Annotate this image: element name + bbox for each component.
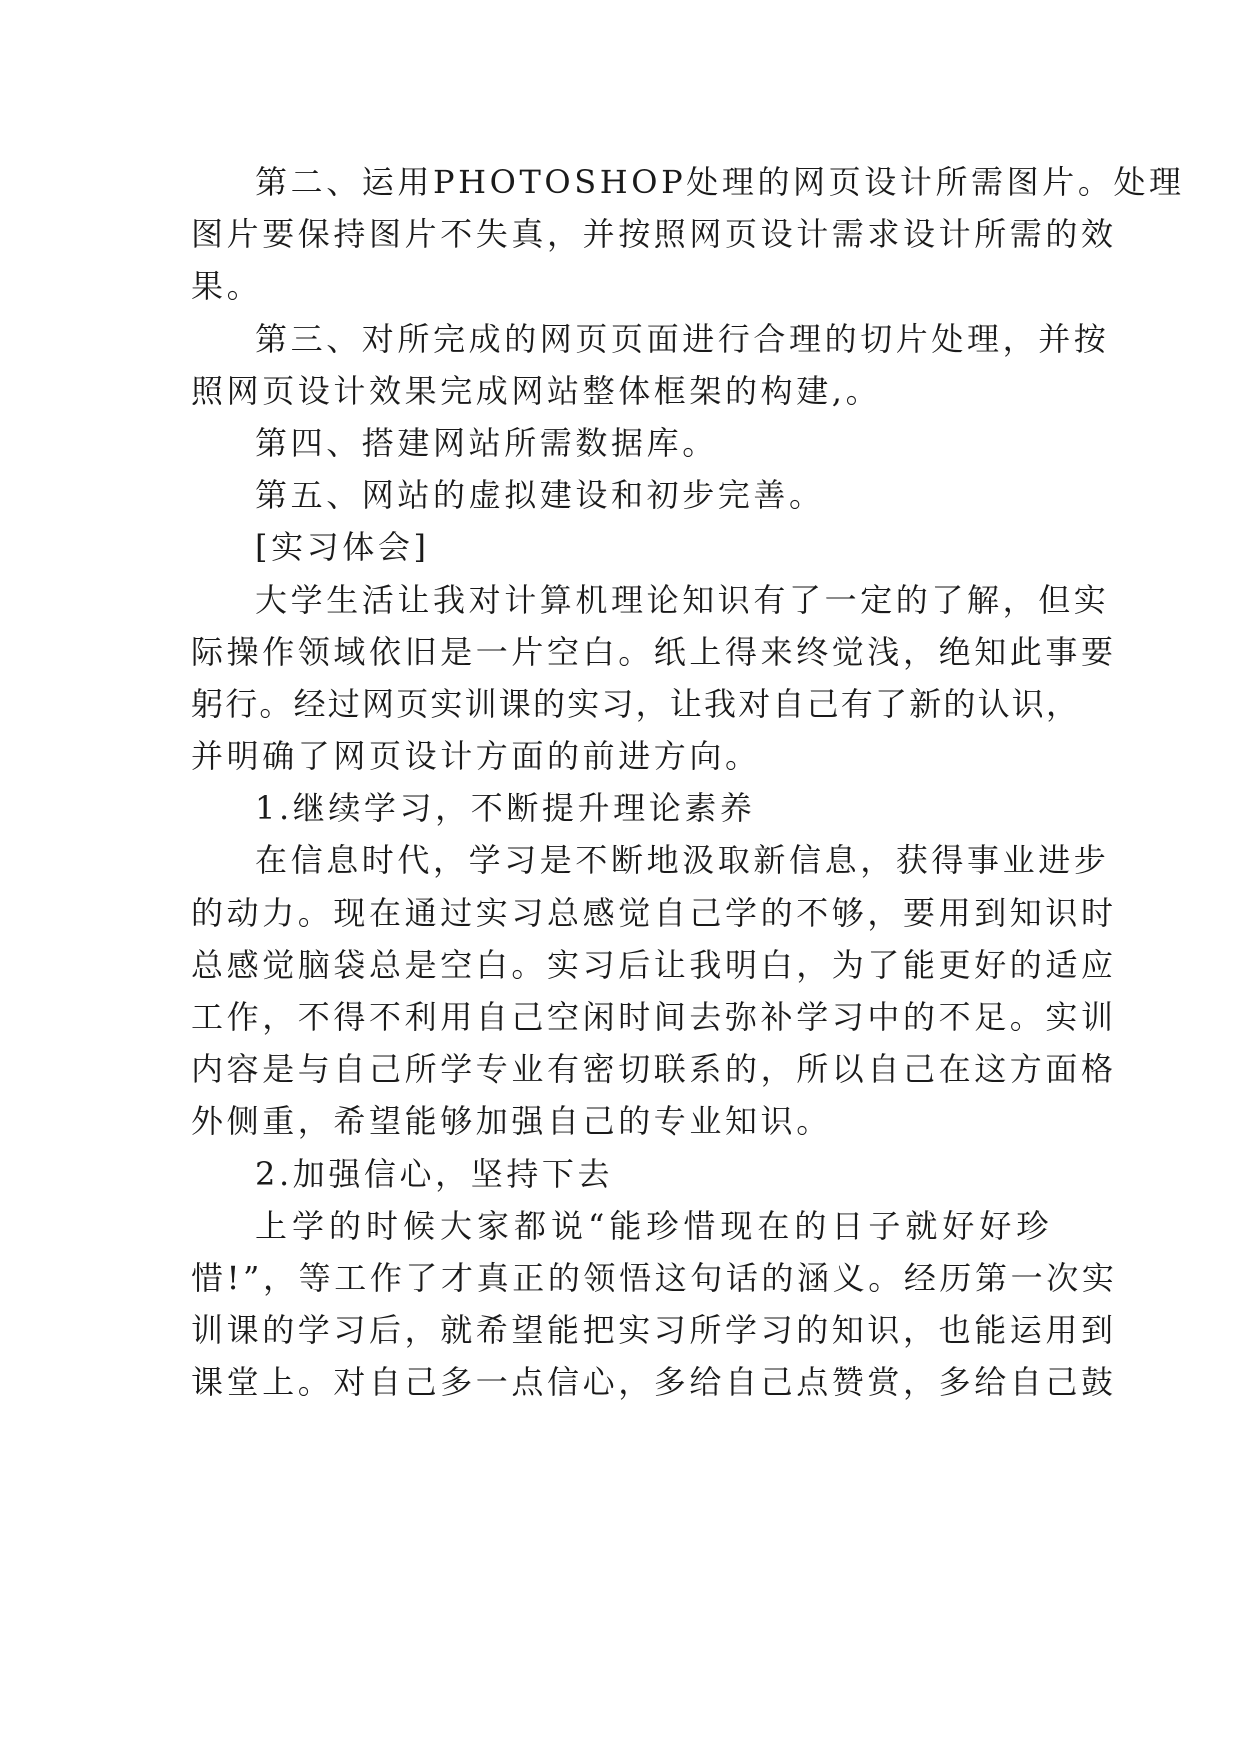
paragraph-line: 际操作领域依旧是一片空白。纸上得来终觉浅，绝知此事要	[191, 632, 1117, 671]
paragraph-line: 照网页设计效果完成网站整体框架的构建,。	[191, 371, 882, 410]
paragraph-line: 在信息时代，学习是不断地汲取新信息，获得事业进步	[255, 841, 1110, 880]
subsection-heading: 1.继续学习，不断提升理论素养	[255, 789, 756, 828]
paragraph-line: 外侧重，希望能够加强自己的专业知识。	[191, 1102, 832, 1141]
paragraph-line: 课堂上。对自己多一点信心，多给自己点赞赏，多给自己鼓	[191, 1363, 1117, 1402]
paragraph-line: 内容是与自己所学专业有密切联系的，所以自己在这方面格	[191, 1050, 1117, 1089]
section-heading: [实习体会]	[255, 528, 430, 567]
paragraph-line: 第二、运用PHOTOSHOP处理的网页设计所需图片。处理	[255, 163, 1185, 201]
paragraph-line: 果。	[191, 267, 263, 306]
paragraph-line: 躬行。经过网页实训课的实习，让我对自己有了新的认识，	[191, 684, 1081, 723]
paragraph-line: 第三、对所完成的网页页面进行合理的切片处理，并按	[255, 319, 1110, 358]
document-body	[191, 156, 1185, 1409]
paragraph-line: 大学生活让我对计算机理论知识有了一定的了解，但实	[255, 580, 1110, 619]
paragraph-line: 的动力。现在通过实习总感觉自己学的不够，要用到知识时	[191, 893, 1117, 932]
paragraph-line: 上学的时候大家都说“能珍惜现在的日子就好好珍	[255, 1206, 1054, 1245]
paragraph-line: 工作，不得不利用自己空闲时间去弥补学习中的不足。实训	[191, 998, 1117, 1036]
paragraph-line: 第四、搭建网站所需数据库。	[255, 423, 718, 462]
subsection-heading: 2.加强信心，坚持下去	[255, 1154, 614, 1193]
paragraph-line: 并明确了网页设计方面的前进方向。	[191, 737, 761, 776]
paragraph-line: 训课的学习后，就希望能把实习所学习的知识，也能运用到	[191, 1311, 1117, 1350]
paragraph-line: 第五、网站的虚拟建设和初步完善。	[255, 476, 825, 515]
paragraph-line: 图片要保持图片不失真，并按照网页设计需求设计所需的效	[191, 215, 1117, 254]
paragraph-line: 惜!”，等工作了才真正的领悟这句话的涵义。经历第一次实	[191, 1258, 1118, 1297]
paragraph-line: 总感觉脑袋总是空白。实习后让我明白，为了能更好的适应	[191, 945, 1117, 984]
